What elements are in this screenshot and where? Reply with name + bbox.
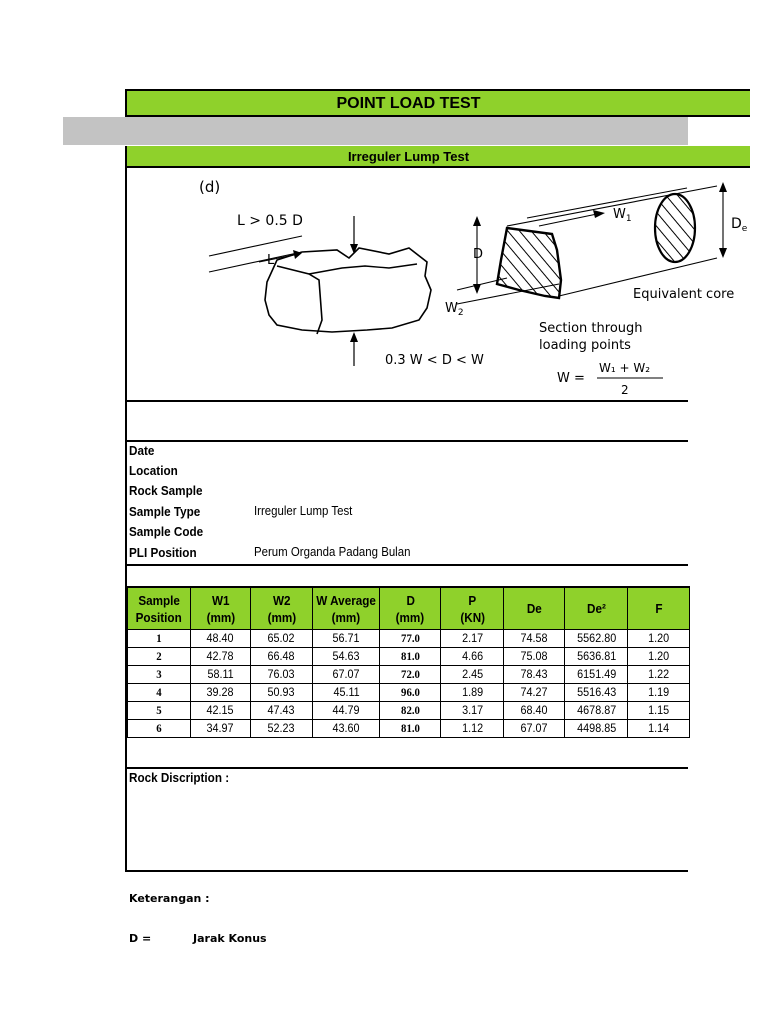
table-cell <box>441 684 504 702</box>
table-cell-value: 45.11 <box>333 685 360 699</box>
table-cell <box>504 702 565 720</box>
table-cell-value: 81.0 <box>400 721 420 735</box>
table-cell <box>313 666 380 684</box>
column-header <box>191 587 251 630</box>
label-W1: W <box>613 207 626 222</box>
table-header-row <box>128 587 690 630</box>
table-cell <box>441 630 504 648</box>
table-cell-value: 56.71 <box>332 631 360 645</box>
table-cell <box>128 684 191 702</box>
table-row <box>128 666 690 684</box>
table-cell <box>441 666 504 684</box>
page-subtitle: Irreguler Lump Test <box>347 149 470 164</box>
table-cell-value: 2.17 <box>461 631 483 645</box>
table-cell-value: 1.15 <box>648 703 670 717</box>
table-cell <box>191 648 251 666</box>
table-body <box>128 630 690 738</box>
subtitle-bar <box>125 146 750 168</box>
column-header-line2: (mm) <box>267 609 296 625</box>
table-cell <box>191 666 251 684</box>
column-header <box>504 587 565 630</box>
table-cell <box>504 648 565 666</box>
table-cell-value: 66.48 <box>267 649 296 663</box>
column-header-line2: (mm) <box>206 609 235 625</box>
table-cell-value: 96.0 <box>400 685 420 699</box>
table-cell-value: 3 <box>156 667 162 681</box>
table-cell-value: 4678.87 <box>576 703 616 717</box>
table-cell-value: 58.11 <box>207 667 234 681</box>
title-bar <box>125 89 750 117</box>
table-cell <box>128 666 191 684</box>
table-cell-value: 1 <box>156 631 162 645</box>
table-cell <box>380 702 441 720</box>
table-cell-value: 5636.81 <box>576 649 616 663</box>
column-header <box>441 587 504 630</box>
table-cell-value: 42.15 <box>206 703 235 717</box>
table-cell <box>251 648 313 666</box>
column-header-line1: W1 <box>211 592 230 608</box>
divider-info-bottom <box>125 564 688 566</box>
table-cell-value: 76.03 <box>267 667 296 681</box>
table-cell-value: 4498.85 <box>576 721 616 735</box>
table-cell-value: 75.08 <box>520 649 548 663</box>
table-cell-value: 3.17 <box>461 703 483 717</box>
table-cell <box>628 666 690 684</box>
pli-position-value: Perum Organda Padang Bulan <box>254 544 411 559</box>
table-cell <box>565 720 628 738</box>
table-cell <box>628 702 690 720</box>
table-cell-value: 6151.49 <box>576 667 616 681</box>
table-row <box>128 648 690 666</box>
table-cell-value: 6 <box>156 721 162 735</box>
column-header <box>380 587 441 630</box>
rock-sample-label: Rock Sample <box>129 483 203 498</box>
formula-denominator: 2 <box>621 383 629 397</box>
table-cell-value: 68.40 <box>520 703 548 717</box>
table-cell <box>313 648 380 666</box>
equivalent-core-ellipse <box>655 194 695 262</box>
note-d-label: D = <box>129 932 152 945</box>
rock-description-label: Rock Discription : <box>129 770 230 785</box>
table-cell-value: 74.58 <box>520 631 548 645</box>
divider-description-top <box>125 767 688 769</box>
table-cell-value: 77.0 <box>400 631 420 645</box>
location-label: Location <box>129 463 178 478</box>
table-row <box>128 630 690 648</box>
label-W1-sub: 1 <box>625 214 632 224</box>
table-cell <box>504 666 565 684</box>
table-cell-value: 2.45 <box>461 667 483 681</box>
table-cell-value: 1.89 <box>461 685 483 699</box>
table-cell-value: 67.07 <box>332 667 360 681</box>
table-cell <box>565 666 628 684</box>
table-cell <box>380 630 441 648</box>
table-cell <box>251 720 313 738</box>
table-cell <box>565 684 628 702</box>
column-header-line1: W Average <box>316 592 376 608</box>
page-title: POINT LOAD TEST <box>336 95 481 112</box>
table-cell-value: 52.23 <box>267 721 296 735</box>
column-header-line1: De² <box>586 601 606 616</box>
table-cell <box>441 720 504 738</box>
table-cell-value: 74.27 <box>520 685 548 699</box>
table-cell <box>504 720 565 738</box>
table-cell-value: 5 <box>156 703 162 717</box>
table-cell-value: 47.43 <box>267 703 296 717</box>
table-cell-value: 4 <box>156 685 162 699</box>
table-cell <box>251 666 313 684</box>
table-cell-value: 42.78 <box>206 649 235 663</box>
table-cell <box>128 630 191 648</box>
table-cell <box>441 702 504 720</box>
table-cell <box>191 702 251 720</box>
column-header-line1: Sample <box>138 592 180 608</box>
column-header-line1: P <box>468 592 477 608</box>
table-row <box>128 684 690 702</box>
table-cell-value: 67.07 <box>520 721 548 735</box>
formula-numerator: W₁ + W₂ <box>599 361 651 375</box>
table-cell <box>380 720 441 738</box>
table-cell <box>251 684 313 702</box>
table-cell-value: 4.66 <box>461 649 483 663</box>
sample-type-label: Sample Type <box>129 504 201 519</box>
lump-test-diagram <box>127 170 750 400</box>
table-cell <box>380 666 441 684</box>
column-header <box>628 587 690 630</box>
sample-code-label: Sample Code <box>129 524 204 539</box>
condition-bottom: 0.3 W < D < W <box>385 353 484 368</box>
column-header <box>128 587 191 630</box>
table-cell <box>565 648 628 666</box>
table-cell <box>191 684 251 702</box>
column-header-line2: (mm) <box>395 609 425 625</box>
table-cell-value: 1.20 <box>648 631 670 645</box>
label-W2: W <box>445 301 458 316</box>
table-cell <box>128 648 191 666</box>
table-cell <box>565 702 628 720</box>
formula-lhs: W = <box>557 371 585 386</box>
table-cell-value: 44.79 <box>332 703 360 717</box>
column-header-line1: W2 <box>272 592 291 608</box>
table-cell-value: 72.0 <box>400 667 420 681</box>
results-table <box>127 586 690 738</box>
table-cell-value: 43.60 <box>332 721 360 735</box>
column-header-line2: (mm) <box>331 609 361 625</box>
sample-type-value: Irreguler Lump Test <box>254 503 353 518</box>
table-cell-value: 1.14 <box>648 721 670 735</box>
panel-label: (d) <box>199 178 221 196</box>
table-cell <box>504 684 565 702</box>
table-cell <box>251 702 313 720</box>
label-W2-sub: 2 <box>457 308 464 318</box>
column-header-line1: D <box>406 592 415 608</box>
section-hatched <box>497 228 561 298</box>
table-cell <box>313 630 380 648</box>
label-L: L <box>267 253 275 268</box>
table-cell <box>565 630 628 648</box>
table-cell <box>380 684 441 702</box>
column-header-line2: (KN) <box>459 609 485 625</box>
table-cell-value: 54.63 <box>332 649 360 663</box>
date-label: Date <box>129 443 155 458</box>
table-cell <box>628 648 690 666</box>
table-row <box>128 702 690 720</box>
column-header-line1: De <box>526 601 542 616</box>
section-label-line2: loading points <box>539 338 631 353</box>
section-label-line1: Section through <box>539 321 643 336</box>
table-cell <box>380 648 441 666</box>
column-header <box>565 587 628 630</box>
table-cell <box>128 720 191 738</box>
lump-outline <box>265 248 431 332</box>
svg-text:W1 <box>613 207 632 224</box>
lump-front-face <box>277 266 322 334</box>
table-cell-value: 5562.80 <box>576 631 616 645</box>
label-De: D <box>731 216 742 232</box>
column-header-line2: Position <box>135 609 183 625</box>
notes-heading: Keterangan : <box>129 892 210 905</box>
table-row <box>128 720 690 738</box>
table-cell-value: 1.12 <box>461 721 483 735</box>
pli-position-label: PLI Position <box>129 545 197 560</box>
table-cell <box>628 720 690 738</box>
table-cell <box>504 630 565 648</box>
table-cell <box>628 684 690 702</box>
table-cell-value: 1.22 <box>648 667 670 681</box>
table-cell-value: 2 <box>156 649 162 663</box>
grey-band <box>63 117 688 145</box>
table-cell <box>191 720 251 738</box>
lump-top-edge <box>309 264 417 274</box>
table-cell <box>251 630 313 648</box>
table-cell-value: 1.20 <box>648 649 670 663</box>
divider-figure-bottom <box>125 400 688 402</box>
label-De-sub: e <box>741 224 748 234</box>
table-cell-value: 1.19 <box>648 685 670 699</box>
condition-top: L > 0.5 D <box>237 213 303 229</box>
table-cell-value: 82.0 <box>400 703 420 717</box>
table-cell-value: 34.97 <box>206 721 235 735</box>
table-cell <box>441 648 504 666</box>
divider-info-top <box>125 440 688 442</box>
table-cell-value: 48.40 <box>206 631 235 645</box>
label-D: D <box>473 247 484 262</box>
table-cell-value: 5516.43 <box>576 685 616 699</box>
table-cell-value: 50.93 <box>267 685 296 699</box>
note-d-value: Jarak Konus <box>193 932 267 945</box>
table-cell <box>628 630 690 648</box>
column-header <box>251 587 313 630</box>
table-cell <box>313 702 380 720</box>
table-cell-value: 65.02 <box>267 631 296 645</box>
column-header-line1: F <box>655 601 663 616</box>
table-cell-value: 78.43 <box>520 667 548 681</box>
svg-text:De <box>731 216 748 234</box>
divider-description-bottom <box>125 870 688 872</box>
table-cell-value: 39.28 <box>206 685 235 699</box>
table-cell <box>128 702 191 720</box>
table-cell <box>313 684 380 702</box>
table-cell-value: 81.0 <box>400 649 420 663</box>
table-cell <box>313 720 380 738</box>
column-header <box>313 587 380 630</box>
equivalent-core-label: Equivalent core <box>633 287 735 302</box>
table-cell <box>191 630 251 648</box>
